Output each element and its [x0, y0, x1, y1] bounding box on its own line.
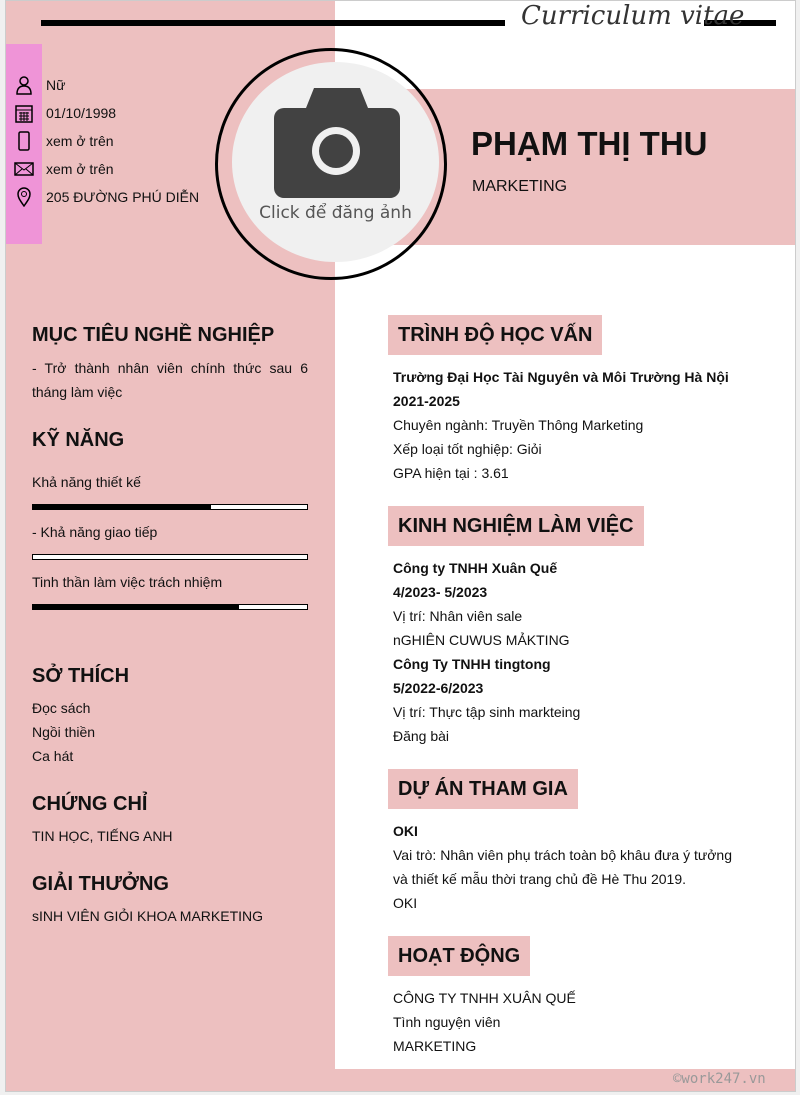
name-box	[386, 89, 795, 245]
skill-label: Tinh thần làm việc trách nhiệm	[32, 574, 223, 590]
skill-bar	[32, 504, 308, 510]
projects-heading: DỰ ÁN THAM GIA	[388, 769, 578, 809]
project-line: và thiết kế mẫu thời trang chủ đề Hè Thu 2019.	[393, 871, 686, 887]
contact-email	[14, 159, 114, 179]
job-line: Vị trí: Nhân viên sale	[393, 608, 523, 624]
contact-gender	[14, 75, 65, 95]
skills-heading: KỸ NĂNG	[32, 429, 125, 451]
company-name: Công ty TNHH Xuân Quế	[393, 560, 558, 576]
skill-bar-fill	[33, 505, 211, 509]
skill-label: - Khả năng giao tiếp	[32, 524, 158, 540]
calendar-icon	[14, 103, 34, 123]
job-line: Đăng bài	[393, 728, 450, 744]
contact-dob	[14, 103, 116, 123]
email-text: xem ở trên	[46, 161, 114, 177]
education-years: 2021-2025	[393, 393, 460, 409]
skill-bar	[32, 604, 308, 610]
watermark: ©work247.vn	[673, 1071, 766, 1087]
activity-line: Tình nguyện viên	[393, 1014, 501, 1030]
job-line: Vị trí: Thực tập sinh markteing	[393, 704, 581, 720]
cv-title: Curriculum vitae	[521, 1, 745, 31]
education-line: GPA hiện tại : 3.61	[393, 465, 509, 481]
hobbies-heading: SỞ THÍCH	[32, 665, 130, 687]
objective-heading: MỤC TIÊU NGHỀ NGHIỆP	[32, 324, 275, 346]
hobbies-list	[32, 696, 95, 768]
activities-heading: HOẠT ĐỘNG	[388, 936, 530, 976]
address-text: 205 ĐƯỜNG PHÚ DIỄN	[46, 189, 200, 205]
project-line: OKI	[393, 895, 418, 911]
photo-upload[interactable]	[232, 62, 439, 262]
contact-phone	[14, 131, 114, 151]
activity-line: MARKETING	[393, 1038, 477, 1054]
education-line: Xếp loại tốt nghiệp: Giỏi	[393, 441, 542, 457]
skill-bar-fill	[33, 605, 239, 609]
education-details	[393, 365, 729, 485]
header-line-left	[41, 20, 505, 26]
awards-heading: GIẢI THƯỞNG	[32, 873, 169, 895]
contact-address	[14, 187, 199, 207]
certs-text: TIN HỌC, TIẾNG ANH	[32, 828, 173, 844]
activity-line: CÔNG TY TNHH XUÂN QUẾ	[393, 990, 576, 1006]
mail-icon	[14, 159, 34, 179]
project-line: Vai trò: Nhân viên phụ trách toàn bộ khâu đưa ý tưởng	[393, 847, 732, 863]
project-details	[393, 819, 732, 915]
location-pin-icon	[14, 187, 34, 207]
gender-text: Nữ	[46, 77, 66, 93]
photo-upload-label: Click để đăng ảnh	[259, 203, 412, 223]
person-icon	[14, 75, 34, 95]
hobby-item: Ngồi thiền	[32, 724, 96, 740]
full-name: PHẠM THỊ THU	[471, 125, 708, 162]
certs-heading: CHỨNG CHỈ	[32, 793, 148, 815]
phone-text: xem ở trên	[46, 133, 114, 149]
education-line: Chuyên ngành: Truyền Thông Marketing	[393, 417, 644, 433]
job-line: nGHIÊN CUWUS MẢKTING	[393, 632, 570, 648]
activity-details	[393, 986, 576, 1058]
cv-page	[5, 0, 796, 1092]
phone-icon	[14, 131, 34, 151]
hobby-item: Ca hát	[32, 748, 74, 764]
job-period: 4/2023- 5/2023	[393, 584, 488, 600]
dob-text: 01/10/1998	[46, 105, 117, 121]
education-heading: TRÌNH ĐỘ HỌC VẤN	[388, 315, 602, 355]
job-period: 5/2022-6/2023	[393, 680, 484, 696]
school-name: Trường Đại Học Tài Nguyên và Môi Trường Hà Nội	[393, 369, 729, 385]
hobby-item: Đọc sách	[32, 700, 91, 716]
skill-label: Khả năng thiết kế	[32, 474, 141, 490]
experience-details	[393, 556, 580, 748]
project-name: OKI	[393, 823, 418, 839]
objective-text: - Trở thành nhân viên chính thức sau 6 tháng làm việc	[32, 360, 308, 400]
camera-icon	[274, 88, 400, 198]
awards-text: sINH VIÊN GIỎI KHOA MARKETING	[32, 908, 264, 924]
company-name: Công Ty TNHH tingtong	[393, 656, 551, 672]
skill-bar	[32, 554, 308, 560]
experience-heading: KINH NGHIỆM LÀM VIỆC	[388, 506, 644, 546]
job-title: MARKETING	[472, 178, 568, 195]
